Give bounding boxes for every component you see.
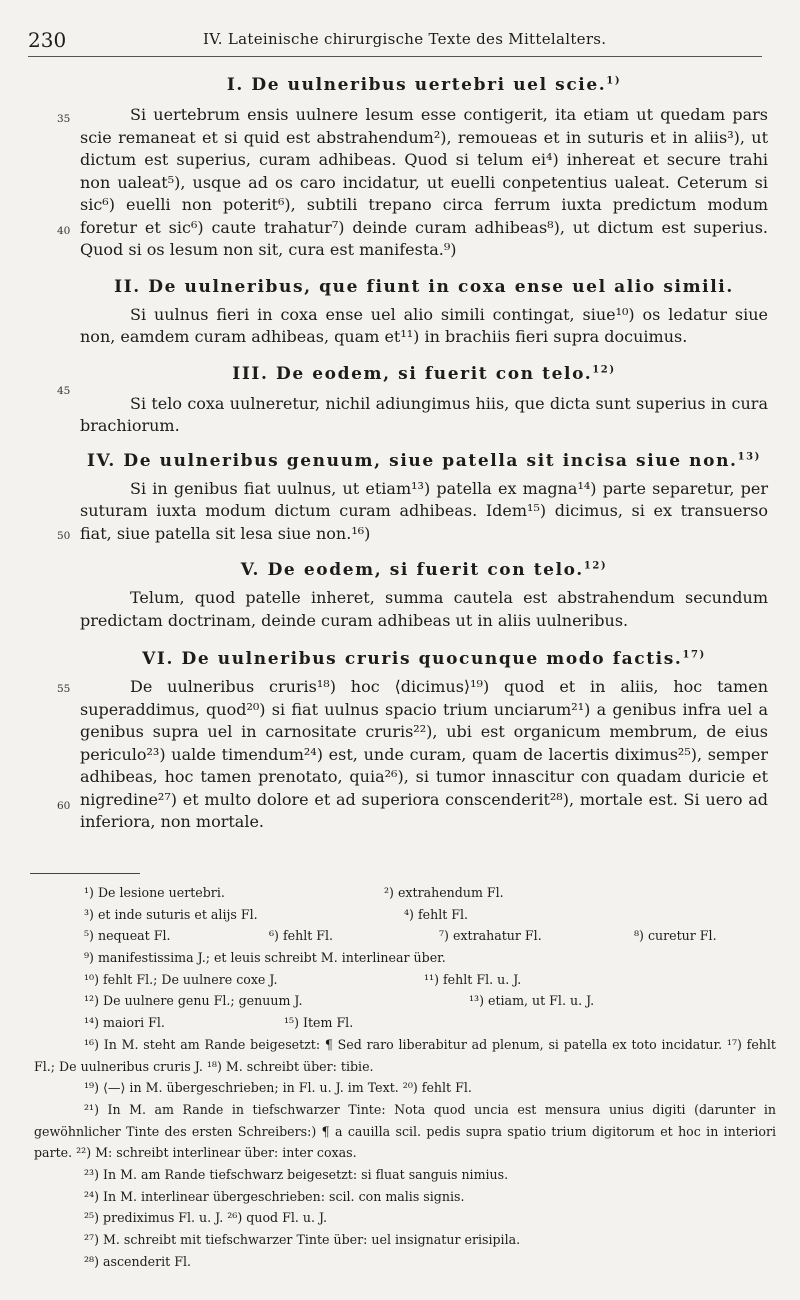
- section-paragraph: De uulneribus cruris¹⁸) hoc ⟨dicimus⟩¹⁹) quod et in aliis, hoc tamen superaddimus, quod²⁰) si fiat uulnus spacio trium unciarum²¹) a genibus infra uel a genibus supra uel in carnositate cruris²²), ubi est organicum membrum, de eius periculo²³) ualde timendum²⁴) est, unde curam, quam de lacertis diximus²⁵), semper adhibeas, hoc tamen prenotato, quia²⁶), si tumor innascitur con quadam duricie et nigredine²⁷) et multo dolore et ad superiora conscenderit²⁸), mortale est. Si uero ad inferiora, non mortale.: [80, 677, 768, 831]
- footnote-row: [34, 990, 776, 1012]
- footnote: ²¹) In M. am Rande in tiefschwarzer Tinte: Nota quod uncia est mensura unius digiti (darunter in gewöhnlicher Tinte des ersten Schreibers:) ¶ a cauilla scil. pedis supra spatio trium digitorum et hoc in interiori parte. ²²) M: schreibt interlinear über: inter coxas.: [34, 1101, 776, 1161]
- footnote: ¹⁶) In M. steht am Rande beigesetzt: ¶ Sed raro liberabitur ad plenum, si patella ex toto incidatur. ¹⁷) fehlt Fl.; De uulneribus cruris J. ¹⁸) M. schreibt über: tibie.: [34, 1036, 776, 1074]
- section-paragraph: Si in genibus fiat uulnus, ut etiam¹³) patella ex magna¹⁴) parte separetur, per suturam iuxta modum dictum curam adhibeas. Idem¹⁵) dicimus, si ex transuerso fiat, siue patella sit lesa siue non.¹⁶): [80, 478, 768, 543]
- section-heading: V. De eodem, si fuerit con telo.$^{12)}$: [240, 560, 608, 580]
- footnote-row: [34, 925, 776, 947]
- page-number: 230: [28, 28, 67, 52]
- line-number: 55: [57, 683, 71, 695]
- section-paragraph: Telum, quod patelle inheret, summa cautela est abstrahendum secundum predictam doctrinam, deinde curam adhibeas ut in aliis uulneribus.: [80, 588, 768, 630]
- footnote: ¹⁵) Item Fl.: [284, 1015, 354, 1031]
- running-title: IV. Lateinische chirurgische Texte des Mittelalters.: [203, 30, 607, 48]
- footnote: ⁷) extrahatur Fl.: [439, 928, 542, 944]
- line-number: 35: [57, 113, 71, 125]
- section-paragraph: Si uulnus fieri in coxa ense uel alio simili contingat, siue¹⁰) os ledatur siue non, eamdem curam adhibeas, quam et¹¹) in brachiis fieri supra docuimus.: [80, 304, 768, 346]
- footnote: ¹⁴) maiori Fl.: [84, 1015, 165, 1031]
- footnote: ²⁴) In M. interlinear übergeschrieben: scil. con malis signis.: [84, 1188, 465, 1204]
- footnote-row: [34, 969, 776, 991]
- line-number: 40: [57, 225, 71, 237]
- line-number: 50: [57, 530, 71, 542]
- footnote: ¹²) De uulnere genu Fl.; genuum J.: [84, 993, 303, 1009]
- line-number: 45: [57, 385, 71, 397]
- footnote: ¹⁰) fehlt Fl.; De uulnere coxe J.: [84, 971, 278, 987]
- footnote: ¹) De lesione uertebri.: [84, 885, 225, 900]
- section-heading: I. De uulneribus uertebri uel scie.$^{1)}$: [226, 75, 622, 95]
- section-heading: II. De uulneribus, que fiunt in coxa ense uel alio simili.: [114, 276, 734, 297]
- footnote: ⁹) manifestissima J.; et leuis schreibt M. interlinear über.: [84, 950, 446, 966]
- footnote: ¹⁹) ⟨—⟩ in M. übergeschrieben; in Fl. u. J. im Text. ²⁰) fehlt Fl.: [84, 1080, 472, 1096]
- main-text: [80, 72, 768, 834]
- footnote: ²⁵) prediximus Fl. u. J. ²⁶) quod Fl. u. J.: [84, 1210, 328, 1226]
- footnote: ⁸) curetur Fl.: [634, 928, 717, 944]
- footnote: ²³) In M. am Rande tiefschwarz beigesetzt: si fluat sanguis nimius.: [84, 1167, 509, 1183]
- footnote-row: [34, 947, 776, 969]
- footnote: ³) et inde suturis et alijs Fl.: [84, 906, 258, 922]
- section-heading: VI. De uulneribus cruris quocunque modo factis.$^{17)}$: [142, 649, 706, 669]
- footnote: ⁶) fehlt Fl.: [269, 928, 334, 944]
- section-paragraph: Si telo coxa uulneretur, nichil adiungimus hiis, que dicta sunt superius in cura brachiorum.: [80, 393, 768, 435]
- footnote: ¹³) etiam, ut Fl. u. J.: [469, 993, 595, 1009]
- line-number: 60: [57, 800, 71, 812]
- page-header: [28, 28, 762, 57]
- section-paragraph: Si uertebrum ensis uulnere lesum esse contigerit, ita etiam ut quedam pars scie remaneat et si quid est abstrahendum²), remoueas et in suturis et in aliis³), ut dictum est superius, curam adhibeas. Quod si telum ei⁴) inhereat et secure trahi non ualeat⁵), usque ad os caro incidatur, ut euelli conpetentius ualeat. Ceterum si sic⁶) euelli non poterit⁶), subtili trepano circa ferrum iuxta predictum modum foretur et sic⁶) caute trahatur⁷) deinde curam adhibeas⁸), ut dictum est superius. Quod si os lesum non sit, cura est manifesta.⁹): [80, 105, 768, 259]
- footnotes: [34, 882, 776, 1273]
- footnote-row: [34, 882, 776, 904]
- footnote: ¹¹) fehlt Fl. u. J.: [424, 971, 522, 987]
- section-heading: III. De eodem, si fuerit con telo.$^{12)}$: [232, 363, 616, 384]
- footnote: ⁴) fehlt Fl.: [404, 906, 469, 922]
- footnote: ²) extrahendum Fl.: [384, 885, 504, 900]
- footnote: ⁵) nequeat Fl.: [84, 928, 171, 944]
- footnote-divider: [30, 873, 140, 874]
- footnote-row: [34, 904, 776, 926]
- footnote: ²⁸) ascenderit Fl.: [84, 1253, 191, 1269]
- footnote: ²⁷) M. schreibt mit tiefschwarzer Tinte über: uel insignatur erisipila.: [84, 1232, 521, 1248]
- section-heading: IV. De uulneribus genuum, siue patella sit incisa siue non.$^{13)}$: [86, 450, 762, 471]
- footnote-row: [34, 1012, 776, 1034]
